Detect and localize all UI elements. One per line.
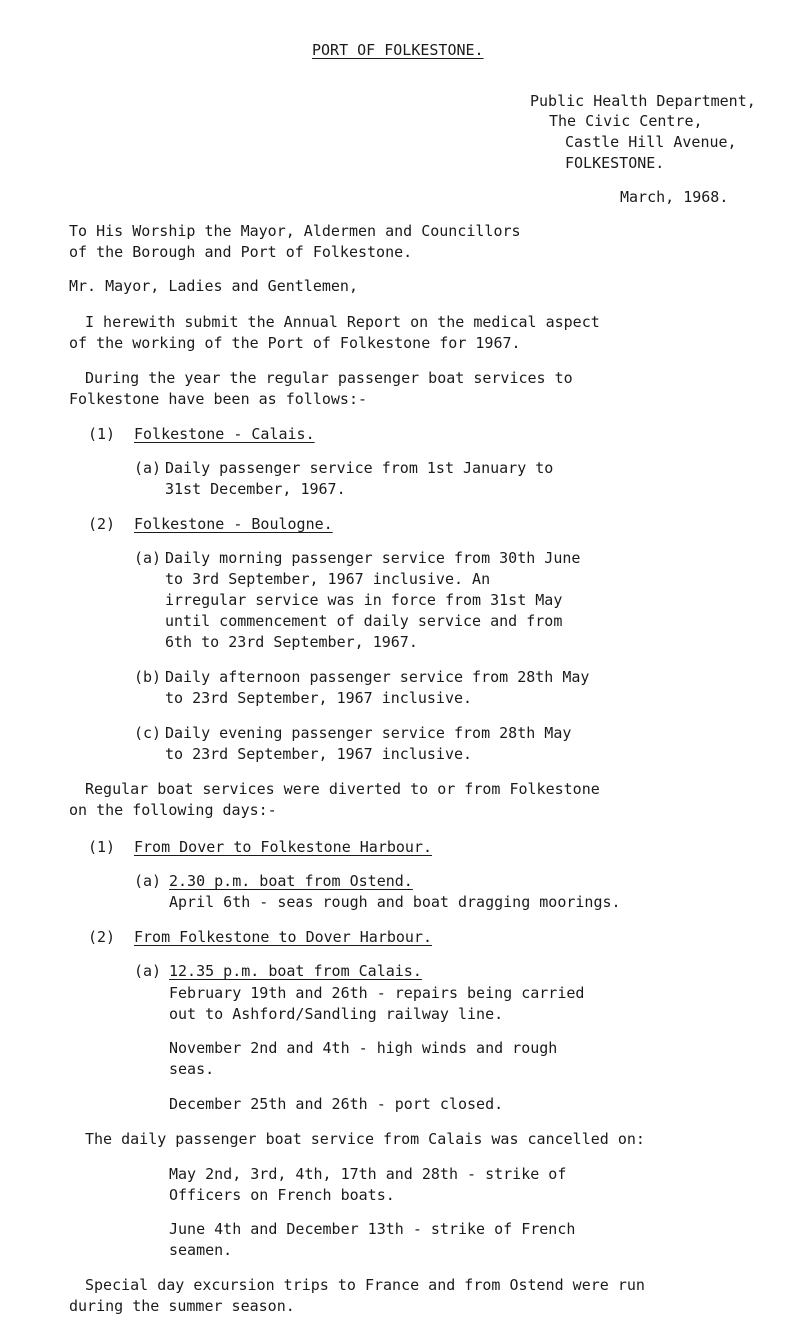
intro-line-2: of the working of the Port of Folkestone for 1967.: [69, 334, 521, 352]
diversion-detail: April 6th - seas rough and boat dragging moorings.: [169, 893, 621, 911]
address-town: FOLKESTONE.: [565, 154, 665, 172]
greeting: Mr. Mayor, Ladies and Gentlemen,: [69, 277, 358, 295]
diversion-detail: seas.: [169, 1060, 215, 1078]
services-intro-line-2: Folkestone have been as follows:-: [69, 390, 368, 408]
item-line: until commencement of daily service and from: [165, 612, 563, 630]
diversion-detail: February 19th and 26th - repairs being carried: [169, 984, 585, 1002]
closing-line-2: during the summer season.: [69, 1297, 295, 1315]
item-line: 31st December, 1967.: [165, 480, 346, 498]
route-number: (1): [88, 425, 116, 443]
diversion-detail: out to Ashford/Sandling railway line.: [169, 1005, 504, 1023]
diversion-detail: December 25th and 26th - port closed.: [169, 1095, 504, 1113]
cancellation-line: June 4th and December 13th - strike of French: [169, 1220, 576, 1238]
item-line: irregular service was in force from 31st May: [165, 591, 563, 609]
address-building: The Civic Centre,: [549, 112, 703, 130]
cancellation-line: Officers on French boats.: [169, 1186, 395, 1204]
cancellation-line: seamen.: [169, 1241, 233, 1259]
item-label: (a): [134, 549, 162, 567]
item-line: 6th to 23rd September, 1967.: [165, 633, 418, 651]
address-street: Castle Hill Avenue,: [565, 133, 737, 151]
item-label: (a): [134, 962, 162, 980]
route-heading: Folkestone - Calais.: [134, 425, 315, 443]
item-label: (b): [134, 668, 162, 686]
page-title: PORT OF FOLKESTONE.: [312, 41, 484, 59]
item-line: to 23rd September, 1967 inclusive.: [165, 745, 473, 763]
address-department: Public Health Department,: [530, 92, 756, 110]
section-number: (1): [88, 838, 116, 856]
boat-heading: 2.30 p.m. boat from Ostend.: [169, 872, 413, 890]
diversions-intro-line-2: on the following days:-: [69, 801, 277, 819]
item-line: Daily afternoon passenger service from 28th May: [165, 668, 590, 686]
item-line: to 3rd September, 1967 inclusive. An: [165, 570, 491, 588]
section-heading: From Folkestone to Dover Harbour.: [134, 928, 433, 946]
item-label: (a): [134, 459, 162, 477]
cancellation-line: May 2nd, 3rd, 4th, 17th and 28th - strike of: [169, 1165, 567, 1183]
item-line: Daily evening passenger service from 28th May: [165, 724, 572, 742]
diversions-intro-line-1: Regular boat services were diverted to or from Folkestone: [85, 780, 600, 798]
item-line: Daily morning passenger service from 30th June: [165, 549, 581, 567]
services-intro-line-1: During the year the regular passenger boat services to: [85, 369, 573, 387]
section-number: (2): [88, 928, 116, 946]
item-line: Daily passenger service from 1st January to: [165, 459, 554, 477]
addressee-line-2: of the Borough and Port of Folkestone.: [69, 243, 413, 261]
addressee-line-1: To His Worship the Mayor, Aldermen and Councillors: [69, 222, 521, 240]
route-number: (2): [88, 515, 116, 533]
cancellations-intro: The daily passenger boat service from Calais was cancelled on:: [85, 1130, 645, 1148]
item-line: to 23rd September, 1967 inclusive.: [165, 689, 473, 707]
boat-heading: 12.35 p.m. boat from Calais.: [169, 962, 422, 980]
report-date: March, 1968.: [620, 188, 729, 206]
closing-line-1: Special day excursion trips to France and from Ostend were run: [85, 1276, 645, 1294]
item-label: (c): [134, 724, 162, 742]
route-heading: Folkestone - Boulogne.: [134, 515, 333, 533]
item-label: (a): [134, 872, 162, 890]
section-heading: From Dover to Folkestone Harbour.: [134, 838, 433, 856]
intro-line-1: I herewith submit the Annual Report on the medical aspect: [85, 313, 600, 331]
diversion-detail: November 2nd and 4th - high winds and rough: [169, 1039, 558, 1057]
